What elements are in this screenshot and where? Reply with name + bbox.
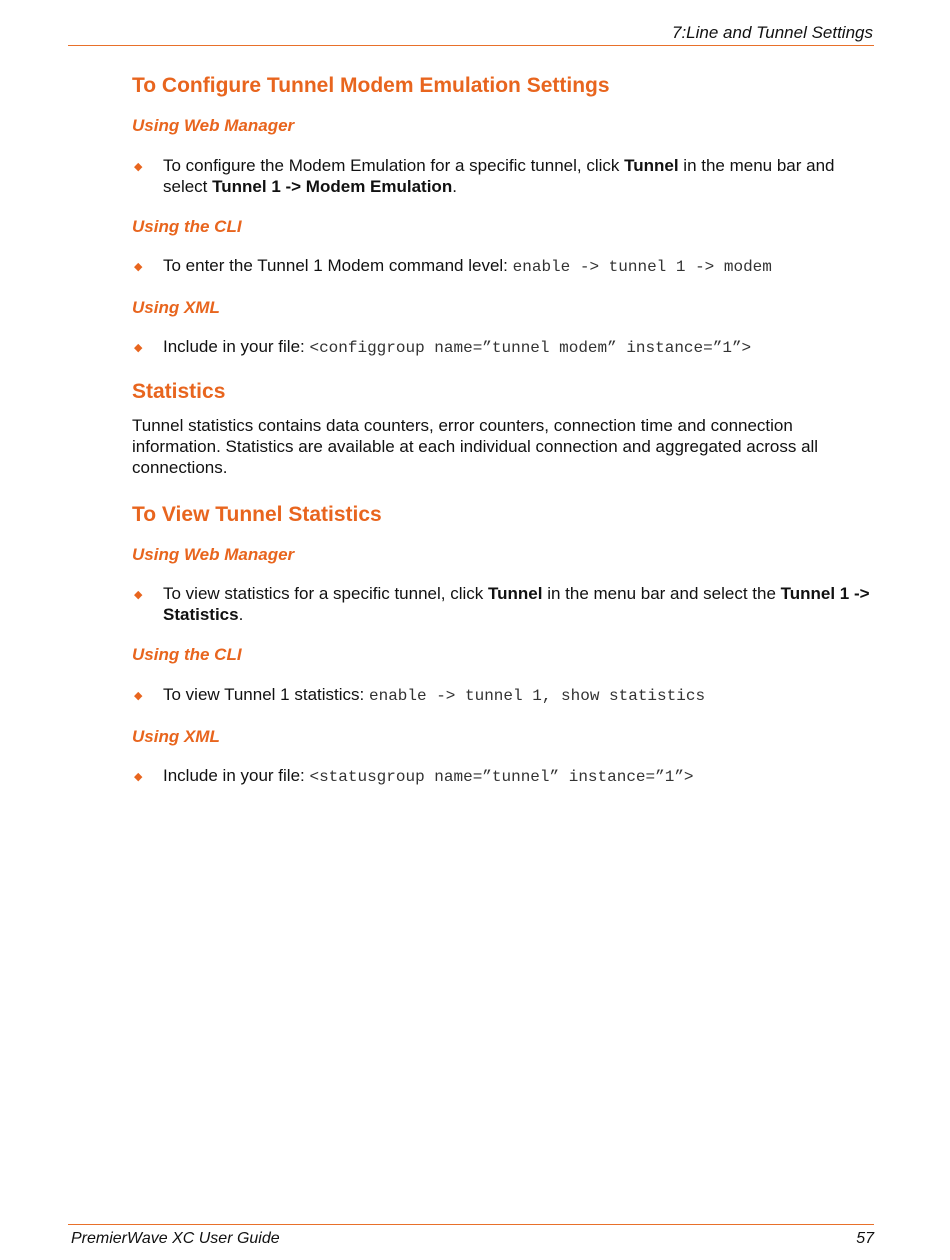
header-rule (68, 45, 874, 46)
subheading-web-manager: Using Web Manager (132, 544, 295, 564)
cli-command: enable -> tunnel 1, show statistics (368, 686, 706, 705)
bullet-diamond-icon: ◆ (134, 769, 143, 783)
bullet-text: in the menu bar and select (163, 155, 835, 196)
page-number: 57 (856, 1230, 874, 1247)
subheading-xml: Using XML (132, 297, 220, 317)
bold-term: Tunnel (624, 155, 679, 175)
list-item (132, 684, 877, 707)
section-title-view-stats: To View Tunnel Statistics (132, 502, 382, 526)
subheading-cli: Using the CLI (132, 645, 242, 665)
bold-term: Tunnel 1 -> Statistics (163, 584, 870, 625)
page-content (132, 73, 877, 808)
list-item (132, 255, 877, 278)
section-title-configure-modem: To Configure Tunnel Modem Emulation Settings (132, 74, 610, 97)
bullet-text: Include in your file: (163, 765, 310, 785)
statistics-paragraph: Tunnel statistics contains data counters, error counters, connection time and connection information. Statistics are available at each individual connection and aggregated across all connections. (132, 415, 819, 477)
list-item (132, 155, 877, 197)
footer-doc-title: PremierWave XC User Guide (71, 1230, 280, 1247)
subheading-cli: Using the CLI (132, 216, 242, 236)
bullet-text: . (238, 605, 244, 625)
bullet-diamond-icon: ◆ (134, 688, 143, 702)
bullet-text: To enter the Tunnel 1 Modem command level: (163, 255, 513, 275)
bullet-text: To view statistics for a specific tunnel, click (163, 584, 489, 604)
bullet-diamond-icon: ◆ (134, 341, 143, 355)
running-header: 7:Line and Tunnel Settings (672, 23, 873, 42)
cli-command: enable -> tunnel 1 -> modem (512, 257, 772, 276)
bullet-text: in the menu bar and select the (542, 584, 781, 604)
subheading-xml: Using XML (132, 726, 220, 746)
xml-snippet: <configgroup name=”tunnel modem” instance=”1”> (309, 339, 752, 358)
footer-rule (68, 1224, 874, 1225)
bullet-text: To configure the Modem Emulation for a specific tunnel, click (163, 155, 625, 175)
section-title-statistics: Statistics (132, 380, 226, 404)
subheading-web-manager: Using Web Manager (132, 116, 295, 136)
bold-term: Tunnel 1 -> Modem Emulation (212, 176, 453, 196)
bullet-diamond-icon: ◆ (134, 259, 143, 273)
bullet-diamond-icon: ◆ (134, 588, 143, 602)
bullet-text: To view Tunnel 1 statistics: (163, 684, 369, 704)
list-item (132, 336, 877, 359)
bullet-diamond-icon: ◆ (134, 159, 143, 173)
xml-snippet: <statusgroup name=”tunnel” instance=”1”> (309, 767, 694, 786)
bold-term: Tunnel (488, 584, 543, 604)
bullet-text: . (452, 176, 457, 196)
list-item (132, 765, 877, 788)
list-item (132, 583, 877, 625)
bullet-text: Include in your file: (163, 337, 310, 357)
